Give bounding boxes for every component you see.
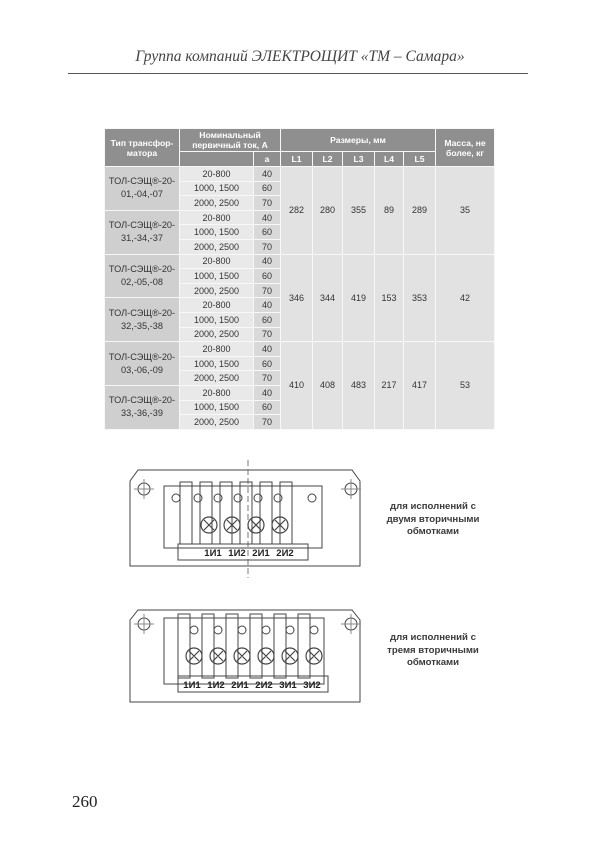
diagram-caption: для исполнений с тремя вторичными обмотками bbox=[387, 632, 479, 668]
terminal-label: 1И1 bbox=[183, 680, 201, 691]
a-cell: 40 bbox=[254, 167, 281, 182]
l3-cell: 355 bbox=[343, 167, 375, 255]
dimensions-table bbox=[104, 128, 495, 430]
a-cell: 70 bbox=[254, 415, 281, 430]
terminal-label: 3И1 bbox=[279, 680, 297, 691]
header-l1: L1 bbox=[281, 152, 313, 167]
running-header: Группа компаний ЭЛЕКТРОЩИТ «ТМ – Самара» bbox=[135, 48, 465, 65]
l2-cell: 344 bbox=[313, 254, 343, 342]
l1-cell: 346 bbox=[281, 254, 313, 342]
mass-cell: 35 bbox=[436, 167, 495, 255]
terminal-label: 2И1 bbox=[231, 680, 249, 691]
a-cell: 40 bbox=[254, 342, 281, 357]
header-l3: L3 bbox=[343, 152, 375, 167]
terminal-screws bbox=[186, 648, 322, 664]
terminal-block-diagram-three bbox=[120, 604, 370, 712]
mounting-hole-left bbox=[134, 614, 154, 634]
a-cell: 40 bbox=[254, 210, 281, 225]
mass-cell: 53 bbox=[436, 342, 495, 430]
l4-cell: 217 bbox=[375, 342, 404, 430]
current-cell: 2000, 2500 bbox=[180, 327, 254, 342]
terminal-label: 2И2 bbox=[276, 548, 294, 559]
mass-cell: 42 bbox=[436, 254, 495, 342]
header-dimensions: Размеры, мм bbox=[281, 129, 436, 152]
current-cell: 2000, 2500 bbox=[180, 196, 254, 211]
a-cell: 60 bbox=[254, 400, 281, 415]
a-cell: 40 bbox=[254, 254, 281, 269]
a-cell: 60 bbox=[254, 225, 281, 240]
a-cell: 60 bbox=[254, 356, 281, 371]
l3-cell: 419 bbox=[343, 254, 375, 342]
a-cell: 60 bbox=[254, 269, 281, 284]
a-cell: 70 bbox=[254, 327, 281, 342]
table-row bbox=[105, 342, 495, 357]
mounting-hole-right bbox=[341, 479, 361, 499]
current-cell: 1000, 1500 bbox=[180, 269, 254, 284]
header-l4: L4 bbox=[375, 152, 404, 167]
a-cell: 60 bbox=[254, 181, 281, 196]
terminal-screws bbox=[201, 517, 288, 533]
l5-cell: 417 bbox=[404, 342, 436, 430]
table-row bbox=[105, 254, 495, 269]
current-cell: 20-800 bbox=[180, 167, 254, 182]
header-current: Номинальный первичный ток, А bbox=[180, 129, 281, 152]
header-mass: Масса, не более, кг bbox=[436, 129, 495, 167]
diagram-caption: для исполнений с двумя вторичными обмотками bbox=[386, 501, 480, 537]
l2-cell: 408 bbox=[313, 342, 343, 430]
current-cell: 1000, 1500 bbox=[180, 400, 254, 415]
header-type: Тип трансфор-матора bbox=[105, 129, 180, 167]
type-cell: ТОЛ-СЭЩ®-20-01,-04,-07 bbox=[105, 167, 180, 211]
current-cell: 2000, 2500 bbox=[180, 371, 254, 386]
l5-cell: 289 bbox=[404, 167, 436, 255]
current-cell: 20-800 bbox=[180, 342, 254, 357]
l4-cell: 153 bbox=[375, 254, 404, 342]
terminal-label: 2И1 bbox=[252, 548, 270, 559]
current-cell: 20-800 bbox=[180, 210, 254, 225]
current-cell: 1000, 1500 bbox=[180, 356, 254, 371]
l1-cell: 410 bbox=[281, 342, 313, 430]
a-cell: 60 bbox=[254, 312, 281, 327]
current-cell: 20-800 bbox=[180, 298, 254, 313]
current-cell: 1000, 1500 bbox=[180, 181, 254, 196]
current-cell: 1000, 1500 bbox=[180, 225, 254, 240]
header-l5: L5 bbox=[404, 152, 436, 167]
a-cell: 70 bbox=[254, 371, 281, 386]
small-screws bbox=[172, 494, 316, 502]
current-cell: 2000, 2500 bbox=[180, 415, 254, 430]
terminal-posts bbox=[178, 614, 310, 678]
current-cell: 20-800 bbox=[180, 385, 254, 400]
small-screws bbox=[190, 626, 318, 634]
terminal-label: 2И2 bbox=[255, 680, 273, 691]
a-cell: 70 bbox=[254, 239, 281, 254]
current-cell: 20-800 bbox=[180, 254, 254, 269]
l5-cell: 353 bbox=[404, 254, 436, 342]
table-row bbox=[105, 167, 495, 182]
type-cell: ТОЛ-СЭЩ®-20-02,-05,-08 bbox=[105, 254, 180, 298]
terminal-label: 3И2 bbox=[303, 680, 321, 691]
terminal-label: 1И2 bbox=[228, 548, 246, 559]
current-cell: 2000, 2500 bbox=[180, 239, 254, 254]
terminal-label: 1И2 bbox=[207, 680, 225, 691]
l4-cell: 89 bbox=[375, 167, 404, 255]
l2-cell: 280 bbox=[313, 167, 343, 255]
type-cell: ТОЛ-СЭЩ®-20-33,-36,-39 bbox=[105, 385, 180, 429]
a-cell: 70 bbox=[254, 283, 281, 298]
terminal-posts bbox=[180, 482, 292, 544]
type-cell: ТОЛ-СЭЩ®-20-31,-34,-37 bbox=[105, 210, 180, 254]
l1-cell: 282 bbox=[281, 167, 313, 255]
terminal-label: 1И1 bbox=[204, 548, 222, 559]
current-cell: 1000, 1500 bbox=[180, 312, 254, 327]
mounting-hole-left bbox=[134, 479, 154, 499]
type-cell: ТОЛ-СЭЩ®-20-03,-06,-09 bbox=[105, 342, 180, 386]
header-spacer bbox=[180, 152, 254, 167]
a-cell: 40 bbox=[254, 385, 281, 400]
l3-cell: 483 bbox=[343, 342, 375, 430]
page-number: 260 bbox=[72, 792, 98, 811]
header-l2: L2 bbox=[313, 152, 343, 167]
a-cell: 40 bbox=[254, 298, 281, 313]
terminal-housing bbox=[164, 486, 322, 548]
terminal-block-diagram-two bbox=[120, 458, 370, 580]
a-cell: 70 bbox=[254, 196, 281, 211]
header-a: а bbox=[254, 152, 281, 167]
header-rule bbox=[68, 73, 528, 74]
type-cell: ТОЛ-СЭЩ®-20-32,-35,-38 bbox=[105, 298, 180, 342]
current-cell: 2000, 2500 bbox=[180, 283, 254, 298]
